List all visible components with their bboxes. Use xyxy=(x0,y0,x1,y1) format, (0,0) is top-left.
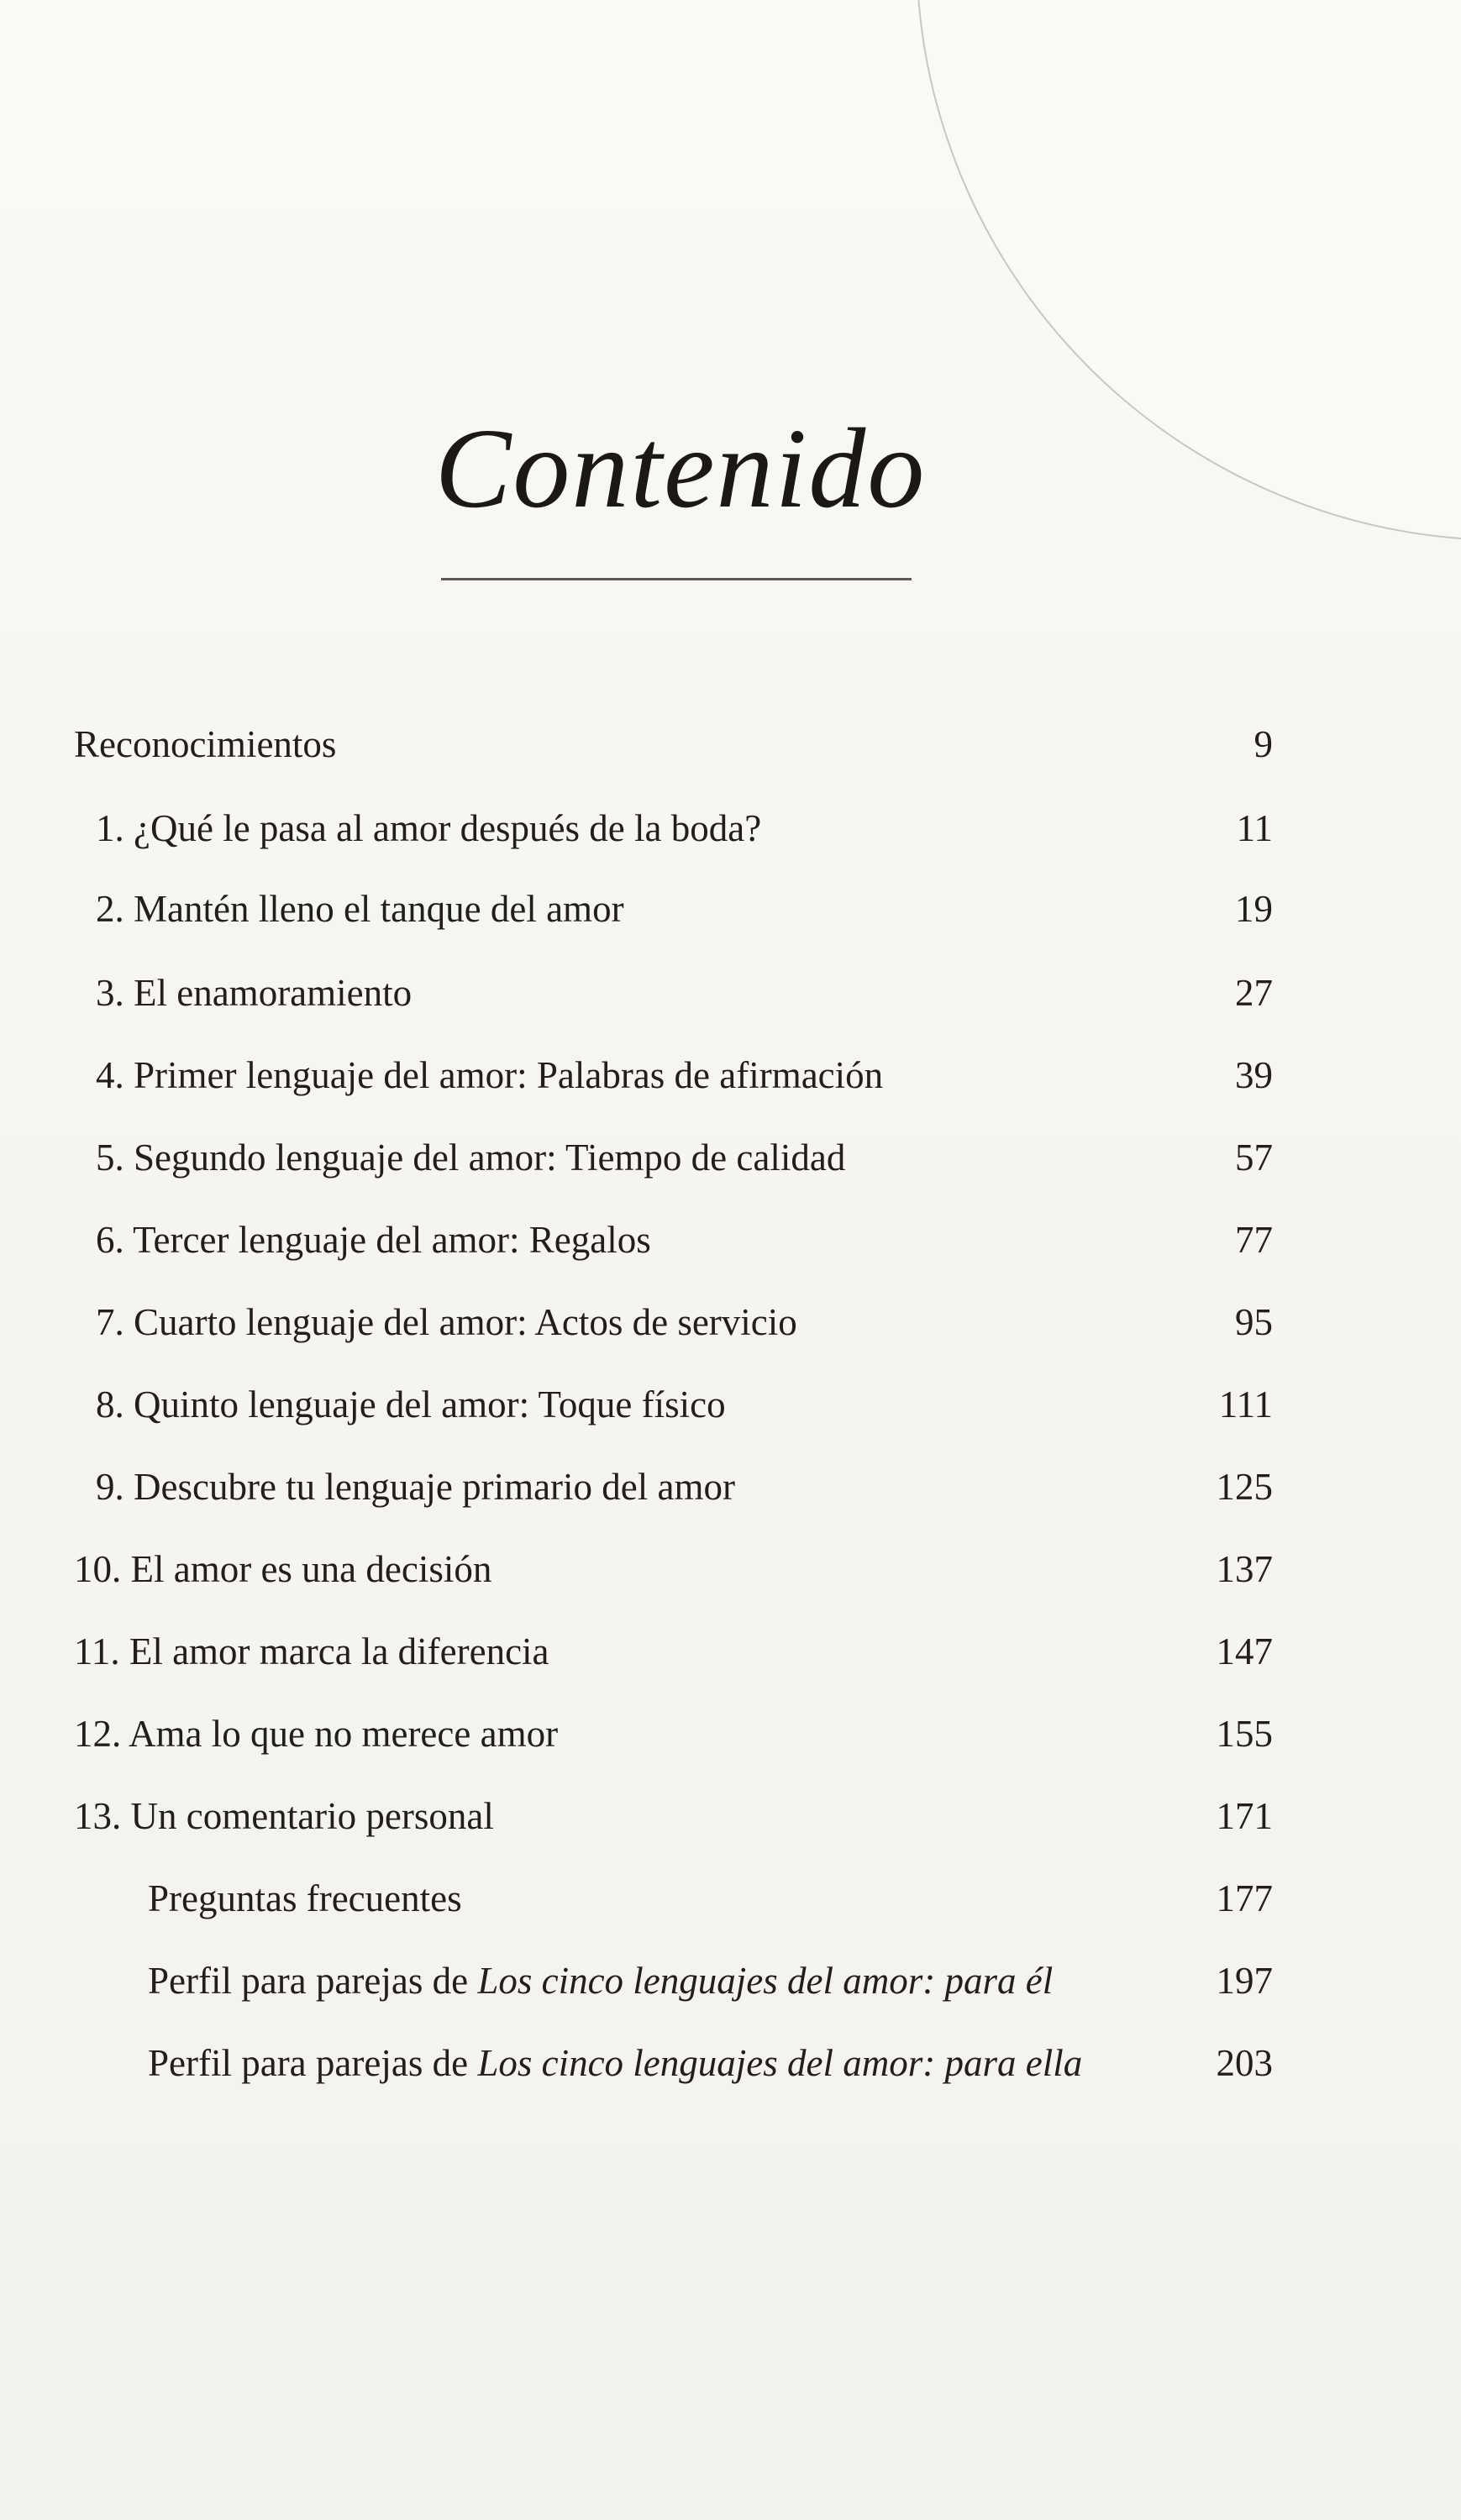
toc-entry xyxy=(0,1383,1461,1433)
toc-entry-label: 12. Ama lo que no merece amor xyxy=(74,1713,559,1755)
toc-entry-label: 10. El amor es una decisión xyxy=(74,1548,492,1590)
toc-entry xyxy=(0,887,1461,937)
toc-entry-label-prefix: Perfil para parejas de xyxy=(148,2042,478,2084)
toc-entry-page: 27 xyxy=(1235,972,1273,1014)
toc-entry xyxy=(0,1136,1461,1186)
toc-entry-label: 9. Descubre tu lenguaje primario del amor xyxy=(96,1466,735,1508)
toc-entry-page: 137 xyxy=(1216,1548,1273,1590)
toc-entry xyxy=(0,1959,1461,2009)
toc-entry xyxy=(0,2041,1461,2092)
toc-entry-page: 77 xyxy=(1235,1219,1273,1261)
book-title-italic: Los cinco lenguajes del amor: para él xyxy=(477,1960,1054,2002)
toc-entry-label: 3. El enamoramiento xyxy=(96,972,413,1014)
toc-entry-page: 155 xyxy=(1216,1713,1273,1755)
toc-entry-label: 4. Primer lenguaje del amor: Palabras de afirmación xyxy=(96,1054,884,1096)
toc-entry-page: 111 xyxy=(1218,1383,1273,1425)
toc-entry-page: 19 xyxy=(1235,888,1273,930)
toc-entry-page: 9 xyxy=(1253,723,1273,765)
toc-entry-label: Preguntas frecuentes xyxy=(148,1877,462,1919)
toc-entry-page: 147 xyxy=(1216,1630,1273,1672)
page-title: Contenido xyxy=(434,406,927,532)
toc-entry-page: 11 xyxy=(1236,807,1273,849)
toc-entry-page: 177 xyxy=(1216,1877,1273,1919)
toc-entry xyxy=(0,971,1461,1021)
toc-entry-page: 57 xyxy=(1235,1137,1273,1179)
toc-entry-page: 203 xyxy=(1216,2042,1273,2084)
toc-entry-page: 197 xyxy=(1216,1960,1273,2002)
toc-entry xyxy=(0,806,1461,857)
toc-entry-label: Reconocimientos xyxy=(74,723,337,765)
toc-entry xyxy=(0,722,1461,773)
toc-entry-label: 2. Mantén lleno el tanque del amor xyxy=(96,888,624,930)
toc-entry-label: 7. Cuarto lenguaje del amor: Actos de servicio xyxy=(96,1301,797,1343)
toc-entry xyxy=(0,1794,1461,1845)
book-title-italic: Los cinco lenguajes del amor: para ella xyxy=(477,2042,1083,2084)
toc-entry-page: 39 xyxy=(1235,1054,1273,1096)
toc-entry-page: 125 xyxy=(1216,1466,1273,1508)
toc-entry-label: 6. Tercer lenguaje del amor: Regalos xyxy=(96,1219,651,1261)
toc-entry-label: 8. Quinto lenguaje del amor: Toque físico xyxy=(96,1383,726,1425)
toc-entry xyxy=(0,1300,1461,1351)
toc-entry-label-prefix: Perfil para parejas de xyxy=(148,1960,478,2002)
title-divider xyxy=(441,578,912,580)
toc-entry-page: 95 xyxy=(1235,1301,1273,1343)
toc-entry-page: 171 xyxy=(1216,1795,1273,1837)
toc-entry-label: 13. Un comentario personal xyxy=(74,1795,494,1837)
toc-entry-label: 5. Segundo lenguaje del amor: Tiempo de calidad xyxy=(96,1137,846,1179)
toc-entry xyxy=(0,1053,1461,1104)
toc-entry xyxy=(0,1547,1461,1598)
toc-entry xyxy=(0,1465,1461,1515)
toc-entry-label: 1. ¿Qué le pasa al amor después de la boda? xyxy=(96,807,762,849)
toc-entry xyxy=(0,1218,1461,1268)
toc-entry-label xyxy=(148,1959,1053,2003)
toc-entry xyxy=(0,1877,1461,1927)
toc-entry-label: 11. El amor marca la diferencia xyxy=(74,1630,549,1672)
toc-entry-label xyxy=(148,2041,1082,2085)
toc-entry xyxy=(0,1712,1461,1762)
toc-entry xyxy=(0,1630,1461,1680)
